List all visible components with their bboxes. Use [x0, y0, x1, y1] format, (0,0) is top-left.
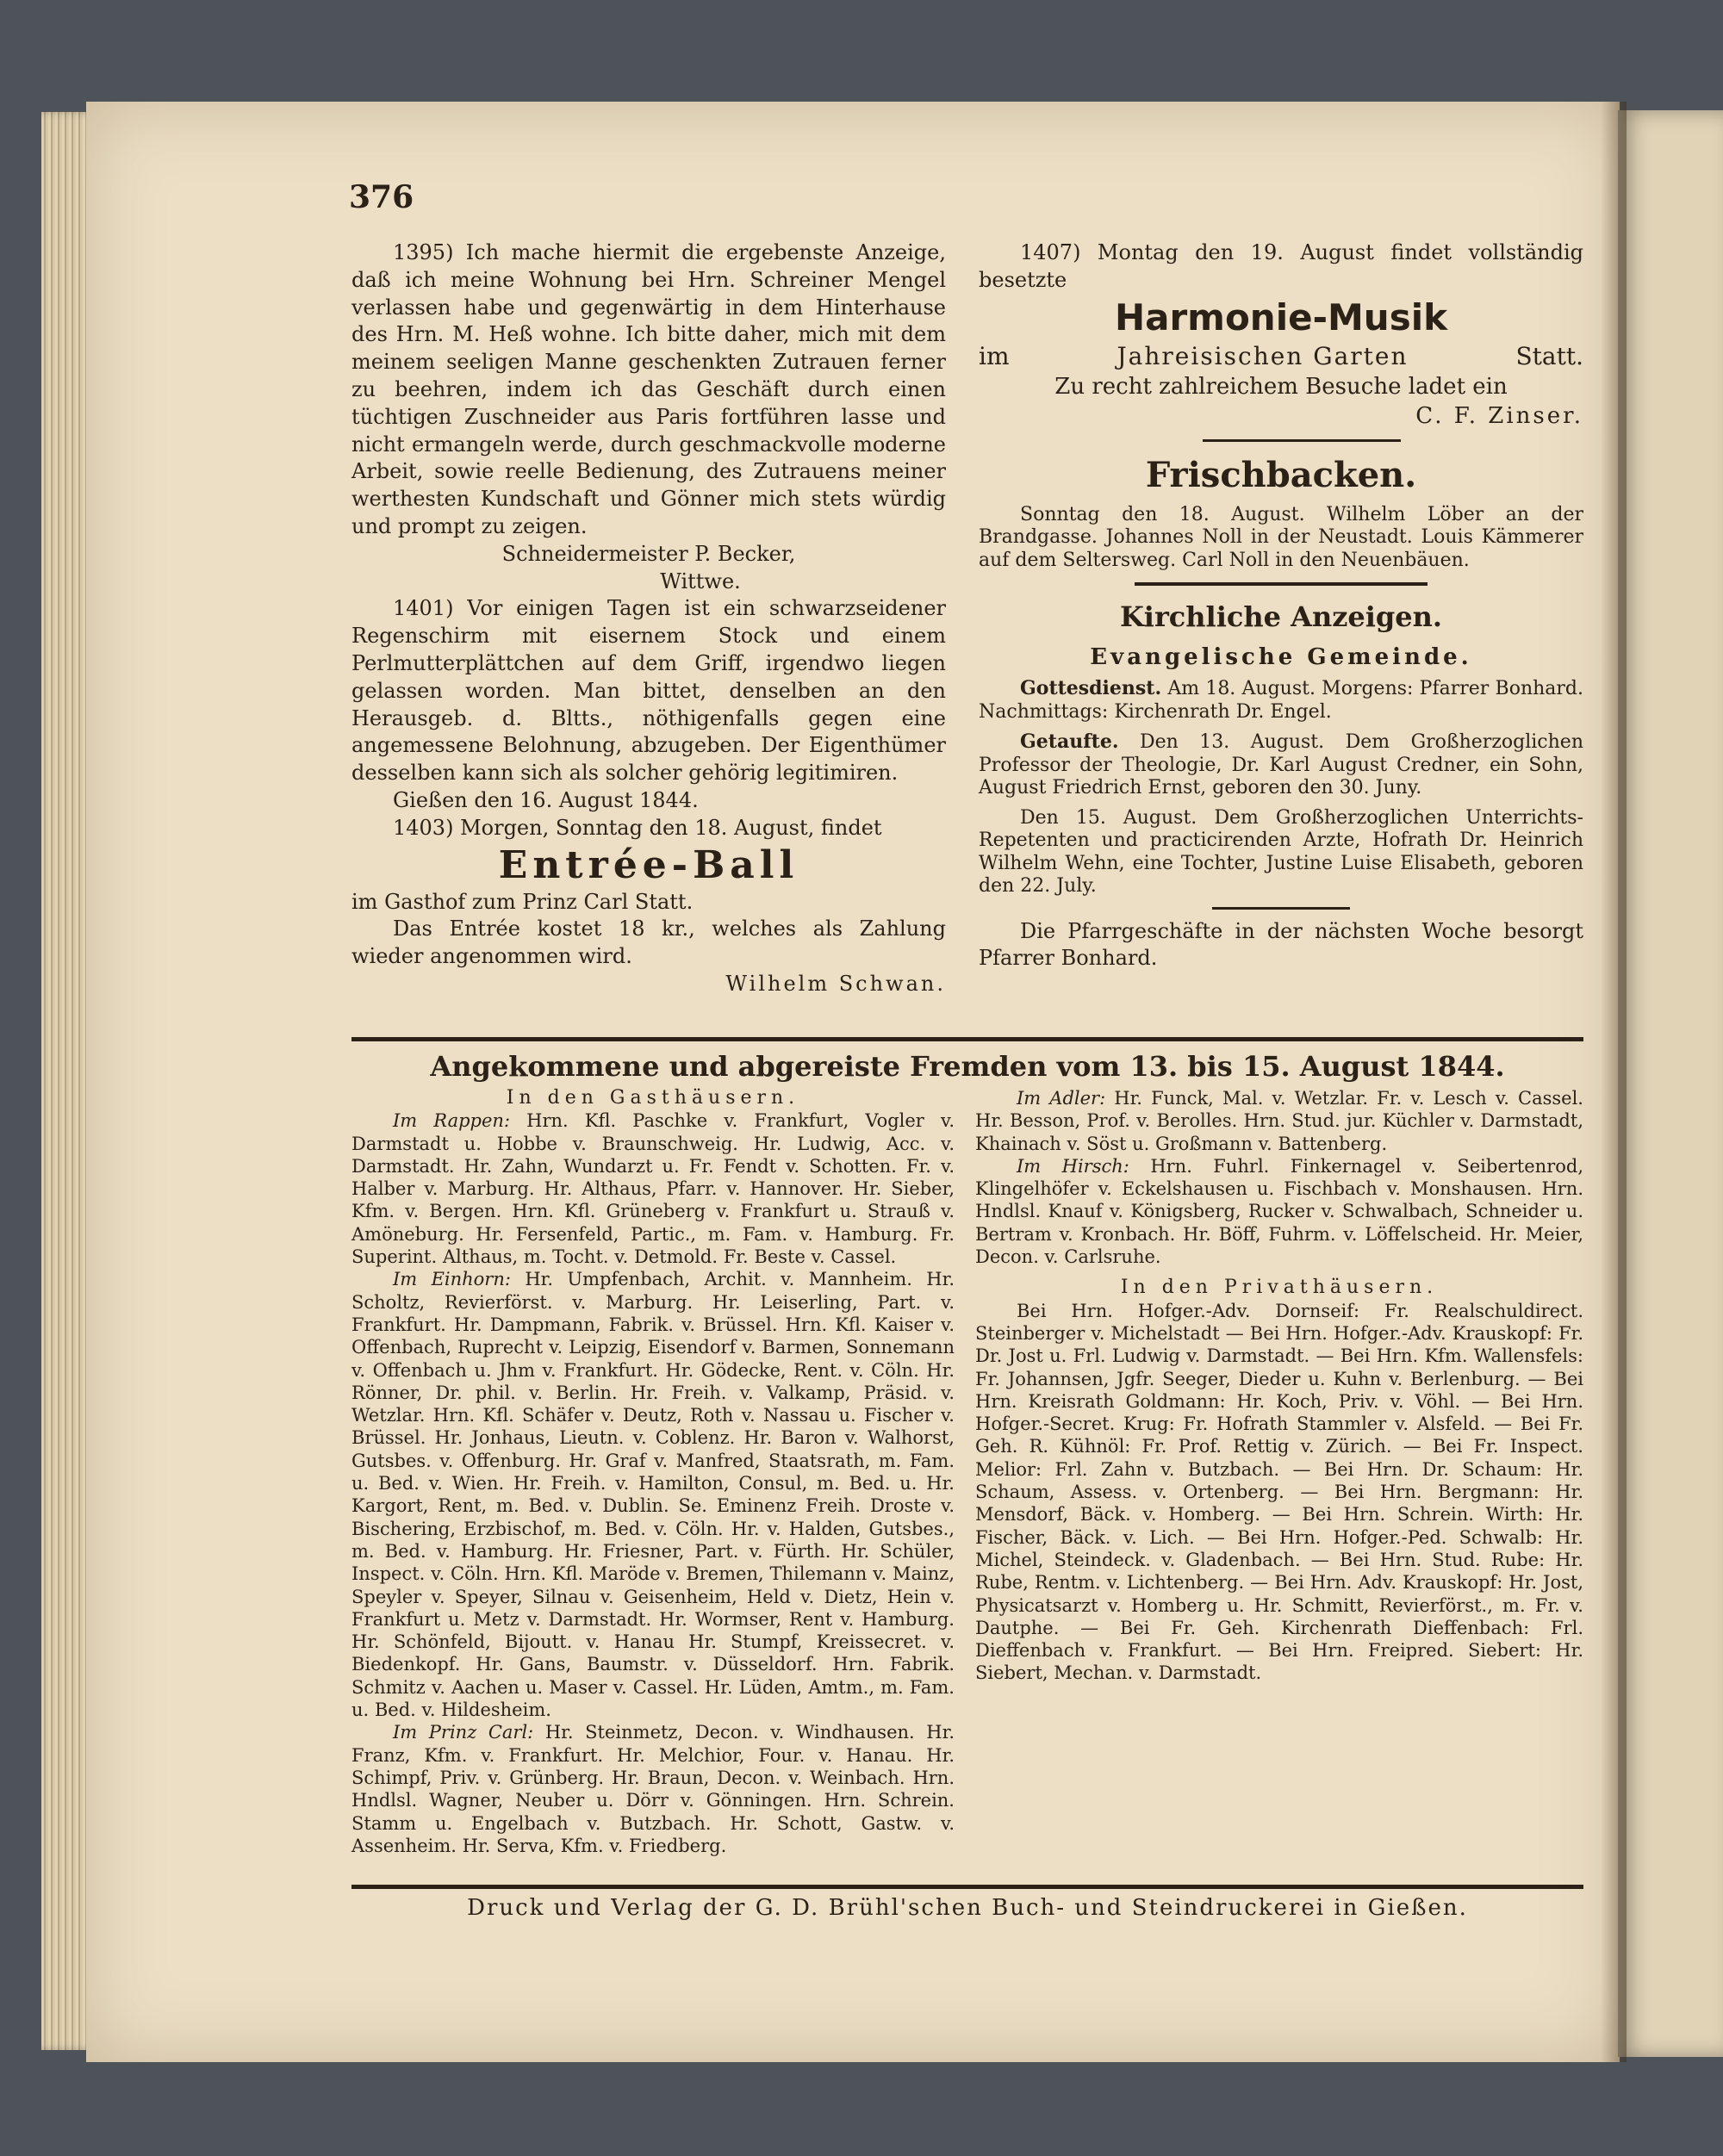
ad-1395-signature: Schneidermeister P. Becker,: [501, 541, 796, 566]
rappen-entry: [351, 1109, 955, 1268]
adjacent-page: [1618, 110, 1723, 2057]
einhorn-entry: [351, 1268, 955, 1721]
adler-text: Hr. Funck, Mal. v. Wetzlar. Fr. v. Lesch v. Cassel. Hr. Besson, Prof. v. Berolles. Hrn. Stud. jur. Küchler v. Darmstadt, Khainach v. Söst u. Großmann v. Battenberg.: [975, 1088, 1583, 1154]
kirchliche-title: Kirchliche Anzeigen.: [1119, 600, 1443, 634]
ad-1401: [351, 595, 946, 814]
section-divider: [351, 1037, 1583, 1041]
adler-entry: [975, 1087, 1583, 1155]
einhorn-label: Im Einhorn:: [393, 1269, 511, 1290]
footer-divider: [351, 1885, 1583, 1889]
gottesdienst-text: Am 18. August. Morgens: Pfarrer Bonhard. Nachmittags: Kirchenrath Dr. Engel.: [979, 678, 1583, 723]
ad-1403-title: Entrée-Ball: [498, 842, 799, 887]
imprint-footer: Druck und Verlag der G. D. Brühl'schen Buch- und Steindruckerei in Gießen.: [467, 1895, 1468, 1921]
rappen-label: Im Rappen:: [393, 1110, 511, 1132]
hirsch-text: Hrn. Fuhrl. Finkernagel v. Seibertenrod, Klingelhöfer v. Eckelshausen u. Fischbach v. Monshausen. Hrn. Hndlsl. Knauf v. Königsberg, Rucker v. Schwalbach, Schneider u. Bertram v. Kronbach. Hr. Böff, Fuhrm. v. Löffelscheid. Hr. Meier, Decon. v. Carlsruhe.: [975, 1155, 1583, 1268]
einhorn-text: Hr. Umpfenbach, Archit. v. Mannheim. Hr. Scholtz, Revierförst. v. Marburg. Hr. Leiserling, Part. v. Frankfurt. Hr. Dampmann, Fabrik. v. Brüssel. Hrn. Kfl. Kaiser v. Offenbach, Ruprecht v. Leipzig, Eisendorf v. Barmen, Sonnemann v. Offenbach u. Jhm v. Frankfurt. Hr. Gödecke, Rent. v. Cöln. Hr. Rönner, Dr. phil. v. Berlin. Hr. Freih. v. Valkamp, Präsid. v. Wetzlar. Hrn. Kfl. Schäfer v. Deutz, Roth v. Nassau u. Fischer v. Brüssel. Hr. Jonhaus, Lieutn. v. Coblenz. Hr. Baron v. Walhorst, Gutsbes. v. Offenburg. Hr. Graf v. Manfred, Staatsrath, m. Fam. u. Bed. v. Wien. Hr. Freih. v. Hamilton, Consul, m. Bed. u. Hr. Kargort, Rent, m. Bed. v. Dublin. Se. Eminenz Freih. Droste v. Bischering, Erzbischof, m. Bed. v. Cöln. Hr. v. Halden, Gutsbes., m. Bed. v. Hamburg. Hr. Friesner, Part. v. Fürth. Hr. Schüler, Inspect. v. Cöln. Hrn. Kfl. Maröde v. Bremen, Thilemann v. Mainz, Speyler v. Speyer, Silnau v. Geisenheim, Held v. Dietz, Hein v. Frankfurt u. Metz v. Darmstadt. Hr. Wormser, Rent v. Hamburg. Hr. Schönfeld, Bijoutt. v. Hanau Hr. Stumpf, Kreissecret. v. Biedenkopf. Hr. Gans, Baumstr. v. Düsseldorf. Hrn. Fabrik. Schmitz v. Aachen u. Maser v. Cassel. Hr. Lüden, Amtm., m. Fam. u. Bed. v. Hildesheim.: [351, 1269, 955, 1721]
book-gutter: [1601, 102, 1627, 2062]
frischbacken-section: [979, 450, 1583, 573]
ad-1395-signature2: Wittwe.: [660, 569, 741, 593]
fremden-right-column: [975, 1087, 1583, 1685]
prinzcarl-text: Hr. Steinmetz, Decon. v. Windhausen. Hr. Franz, Kfm. v. Frankfurt. Hr. Melchior, Four. v. Hanau. Hr. Schimpf, Priv. v. Grünberg. Hr. Braun, Decon. v. Weinbach. Hrn. Hndlsl. Wagner, Neuber u. Dörr v. Gönningen. Hrn. Schrein. Stamm u. Engelbach v. Butzbach. Hr. Schott, Gastw. v. Assenheim. Hr. Serva, Kfm. v. Friedberg.: [351, 1722, 955, 1856]
ad-1403-intro: 1403) Morgen, Sonntag den 18. August, findet: [393, 815, 882, 840]
kirchliche-subtitle: Evangelische Gemeinde.: [1090, 644, 1472, 671]
privathaeuser-heading: In den Privathäusern.: [1120, 1277, 1439, 1299]
ad-1395: [351, 239, 946, 595]
ad-1407-line3: Zu recht zahlreichem Besuche ladet ein: [1054, 373, 1508, 400]
getaufte-paragraph: [979, 730, 1583, 800]
ad-1407-line2: [979, 341, 1583, 372]
rappen-text: Hrn. Kfl. Paschke v. Frankfurt, Vogler v. Darmstadt u. Hobbe v. Braunschweig. Hr. Ludwig, Acc. v. Darmstadt. Hr. Zahn, Wundarzt u. Fr. Fendt v. Schotten. Fr. v. Halber v. Marburg. Hr. Althaus, Pfarr. v. Hannover. Hr. Sieber, Kfm. v. Bergen. Hrn. Kfl. Grüneberg v. Frankfurt u. Strauß v. Amöneburg. Hr. Fersenfeld, Partic., m. Fam. v. Hamburg. Fr. Superint. Althaus, m. Tocht. v. Detmold. Fr. Beste v. Cassel.: [351, 1110, 955, 1268]
fremden-left-column: [351, 1087, 955, 1857]
gottesdienst-label: Gottesdienst.: [1020, 677, 1162, 700]
hirsch-label: Im Hirsch:: [1017, 1155, 1129, 1177]
left-column: [351, 239, 946, 998]
page-number: 376: [349, 179, 414, 215]
ad-1407-signature: C. F. Zinser.: [1415, 402, 1583, 429]
ad-1407: [979, 239, 1583, 431]
prinzcarl-label: Im Prinz Carl:: [393, 1722, 534, 1743]
getaufte-label: Getaufte.: [1020, 730, 1119, 754]
prinzcarl-entry: [351, 1721, 955, 1857]
ad-1401-text: 1401) Vor einigen Tagen ist ein schwarzseidener Regenschirm mit eisernem Stock und einem Perlmutterplättchen auf dem Griff, irgendwo liegen gelassen worden. Man bittet, denselben an den Herausgeb. d. Bltts., nöthigenfalls gegen eine angemessene Belohnung, abzugeben. Der Eigenthümer desselben kann sich als solcher gehörig legitimiren.: [351, 596, 946, 786]
getaufte-text-1: Den 13. August. Dem Großherzoglichen Professor der Theologie, Dr. Karl August Credner, ein Sohn, August Friedrich Ernst, geboren den 30. Juny.: [979, 731, 1583, 799]
separator-rule: [1203, 439, 1401, 442]
ad-1407-intro: 1407) Montag den 19. August findet vollständig besetzte: [979, 240, 1583, 292]
adler-label: Im Adler:: [1017, 1088, 1106, 1109]
frischbacken-title: Frischbacken.: [1145, 454, 1417, 495]
ad-1403-signature: Wilhelm Schwan.: [725, 971, 946, 996]
ad-1407-line2-right: Statt.: [1515, 341, 1583, 370]
ad-1407-title: Harmonie-Musik: [1114, 295, 1448, 339]
kirchliche-section: [979, 596, 1583, 972]
ad-1407-line2-mid: Jahreisischen Garten: [1117, 341, 1409, 370]
ad-1403-line2: im Gasthof zum Prinz Carl Statt.: [351, 889, 694, 914]
getaufte-text-2: Den 15. August. Dem Großherzoglichen Unterrichts-Repetenten und practicirenden Arzte, Hofrath Dr. Heinrich Wilhelm Wehn, eine Tochter, Justine Luise Elisabeth, geboren den 22. July.: [979, 806, 1583, 898]
frischbacken-text: Sonntag den 18. August. Wilhelm Löber an der Brandgasse. Johannes Noll in der Neustadt. Louis Kämmerer auf dem Seltersweg. Carl Noll in den Neuenbäuen.: [979, 503, 1583, 571]
ad-1407-line2-left: im: [979, 341, 1010, 370]
gottesdienst-paragraph: [979, 677, 1583, 724]
privat-text: Bei Hrn. Hofger.-Adv. Dornseif: Fr. Realschuldirect. Steinberger v. Michelstadt — Bei Hrn. Hofger.-Adv. Krauskopf: Fr. Dr. Jost u. Frl. Ludwig v. Darmstadt. — Bei Hrn. Kfm. Wallensfels: Fr. Johannsen, Jgfr. Seeger, Dieder u. Kuhn v. Berlenburg. — Bei Hrn. Kreisrath Goldmann: Hr. Koch, Priv. v. Vöhl. — Bei Hrn. Hofger.-Secret. Krug: Fr. Hofrath Stammler v. Alsfeld. — Bei Fr. Geh. R. Kühnöl: Fr. Prof. Rettig v. Zürich. — Bei Fr. Inspect. Melior: Frl. Zahn v. Butzbach. — Bei Hrn. Dr. Schaum: Hr. Schaum, Assess. v. Ortenberg. — Bei Hrn. Bergmann: Hr. Mensdorf, Bäck. v. Homberg. — Bei Hrn. Schrein. Wirth: Hr. Fischer, Bäck. v. Lich. — Bei Hrn. Hofger.-Ped. Schwalb: Hr. Michel, Steindeck. v. Gladenbach. — Bei Hrn. Stud. Rube: Hr. Rube, Rentm. v. Lichtenberg. — Bei Hrn. Adv. Krauskopf: Hr. Jost, Physicatsarzt v. Homberg u. Hr. Schmitt, Revierförst., m. Fr. v. Dautphe. — Bei Fr. Geh. Kirchenrath Dieffenbach: Frl. Dieffenbach v. Frankfurt. — Bei Hrn. Freipred. Siebert: Hr. Siebert, Mechan. v. Darmstadt.: [975, 1300, 1583, 1684]
ad-1403: [351, 815, 946, 998]
hirsch-entry: [975, 1155, 1583, 1268]
gasthaeuser-heading: In den Gasthäusern.: [506, 1087, 800, 1109]
separator-rule: [1135, 582, 1428, 586]
right-column: [979, 239, 1583, 972]
ad-1395-text: 1395) Ich mache hiermit die ergebenste Anzeige, daß ich meine Wohnung bei Hrn. Schreiner Mengel verlassen habe und gegenwärtig in dem Hinterhause des Hrn. M. Heß wohne. Ich bitte daher, mich mit dem meinem seeligen Manne geschenkten Zutrauen ferner zu beehren, indem ich das Geschäft durch einen tüchtigen Zuschneider aus Paris fortführen lasse und nicht ermangeln werde, durch geschmackvolle moderne Arbeit, sowie reelle Bedienung, des Zutrauens meiner werthesten Kundschaft und Gönner mich stets würdig und prompt zu zeigen.: [351, 240, 946, 538]
separator-rule: [1212, 907, 1350, 910]
pfarrgeschaefte-text: Die Pfarrgeschäfte in der nächsten Woche besorgt Pfarrer Bonhard.: [979, 918, 1583, 971]
fremden-title: Angekommene und abgereiste Fremden vom 13. bis 15. August 1844.: [430, 1050, 1505, 1083]
ad-1403-line3: Das Entrée kostet 18 kr., welches als Zahlung wieder angenommen wird.: [351, 916, 946, 969]
ad-1401-place-date: Gießen den 16. August 1844.: [393, 787, 699, 812]
